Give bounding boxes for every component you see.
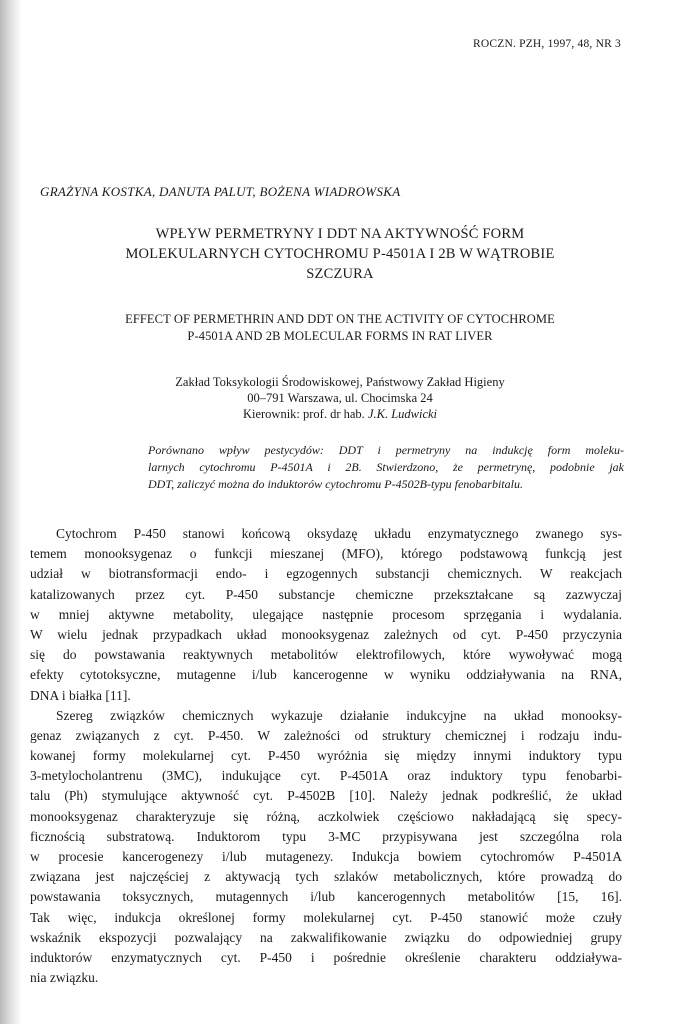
body-line: w mniej aktywne metabolity, ulegające następnie procesom sprzęgania i wydalania. — [30, 606, 622, 622]
department-head — [40, 406, 640, 422]
body-line: kowanej formy molekularnej cyt. P-450 wyróżnia się między innymi induktory typu — [30, 748, 622, 764]
body-line: W wielu jednak przypadkach układ monooksygenaz zależnych od cyt. P-450 przyczynia — [30, 626, 622, 642]
title-english-line: P-4501A AND 2B MOLECULAR FORMS IN RAT LIVER — [187, 329, 493, 343]
body-line: w procesie kancerogenezy i/lub mutagenezy. Indukcja bowiem cytochromów P-4501A — [30, 849, 622, 864]
title-english-line: EFFECT OF PERMETHRIN AND DDT ON THE ACTIVITY OF CYTOCHROME — [125, 312, 555, 326]
abstract-line: larnych cytochromu P-4501A i 2B. Stwierdzono, że permetrynę, podobnie jak — [148, 460, 624, 474]
body-line: DNA i białka [11]. — [30, 687, 131, 703]
abstract-line: DDT, zaliczyć można do induktorów cytochromu P-4502B-typu fenobarbitalu. — [148, 477, 523, 491]
title-polish — [40, 224, 640, 284]
title-english — [40, 311, 640, 345]
address: 00–791 Warszawa, ul. Chocimska 24 — [247, 391, 433, 405]
body-line: 3-metylocholantrenu (3MC), indukujące cyt. P-4501A oraz induktory typu fenobarbi- — [30, 768, 622, 784]
body-line: powstawania toksycznych, mutagennych i/lub kancerogennych metabolitów [15, 16]. — [30, 889, 622, 905]
body-line: efekty cytotoksyczne, mutagenne i/lub kancerogenne w wyniku oddziaływania na RNA, — [30, 667, 622, 683]
abstract-line: Porównano wpływ pestycydów: DDT i permetryny na indukcję form moleku- — [148, 443, 624, 457]
body-line: ficznością substratową. Induktorom typu 3-MC przypisywana jest szczególna rola — [30, 828, 622, 844]
journal-reference: ROCZN. PZH, 1997, 48, NR 3 — [472, 38, 621, 50]
body-line: induktorów enzymatycznych cyt. P-450 i pośrednie określenie charakteru oddziaływa- — [30, 949, 622, 965]
body-line: katalizowanych przez cyt. P-450 substancje chemiczne przekształcane są zazwyczaj — [30, 586, 622, 602]
institution: Zakład Toksykologii Środowiskowej, Państwowy Zakład Higieny — [175, 375, 505, 389]
title-polish-line: SZCZURA — [306, 266, 374, 282]
title-polish-line: MOLEKULARNYCH CYTOCHROMU P-4501A I 2B W WĄTROBIE — [125, 246, 555, 262]
body-line: temem monooksygenaz o funkcji mieszanej (MFO), którego podstawową funkcją jest — [30, 546, 622, 562]
body-text — [30, 524, 622, 988]
body-line: talu (Ph) stymulujące aktywność cyt. P-4502B [10]. Należy jednak podkreślić, że układ — [30, 788, 622, 804]
body-line: genaz związanych z cyt. P-450. W zależności od struktury chemicznej i rodzaju indu- — [30, 727, 622, 743]
body-line: monooksygenaz charakteryzuje się różną, aczkolwiek częściowo nakładającą się specy- — [30, 808, 622, 824]
body-line: związana jest najczęściej z aktywacją tych szlaków metabolicznych, które prowadzą do — [30, 869, 622, 885]
head-name: J.K. Ludwicki — [367, 407, 438, 421]
body-line: nia związku. — [30, 970, 99, 986]
abstract — [148, 442, 624, 493]
body-line: Szereg związków chemicznych wykazuje działanie indukcyjne na układ monooksy- — [56, 707, 622, 723]
body-line: się do powstawania reaktywnych metabolitów elektrofilowych, które wywoływać mogą — [30, 647, 622, 663]
author-list: GRAŻYNA KOSTKA, DANUTA PALUT, BOŻENA WIADROWSKA — [40, 184, 401, 199]
body-line: Tak więc, indukcja określonej formy molekularnej cyt. P-450 stanowić może czuły — [30, 909, 622, 925]
head-label: Kierownik: prof. dr hab. — [242, 407, 368, 421]
body-line: udział w biotransformacji endo- i egzogennych substancji chemicznych. W reakcjach — [30, 566, 622, 582]
affiliation — [40, 374, 640, 422]
title-polish-line: WPŁYW PERMETRYNY I DDT NA AKTYWNOŚĆ FORM — [155, 226, 525, 242]
body-line: Cytochrom P-450 stanowi końcową oksydazę układu enzymatycznego zwanego sys- — [56, 526, 622, 541]
body-line: wskaźnik ekspozycji pozwalający na zakwalifikowanie związku do odpowiedniej grupy — [30, 929, 622, 945]
